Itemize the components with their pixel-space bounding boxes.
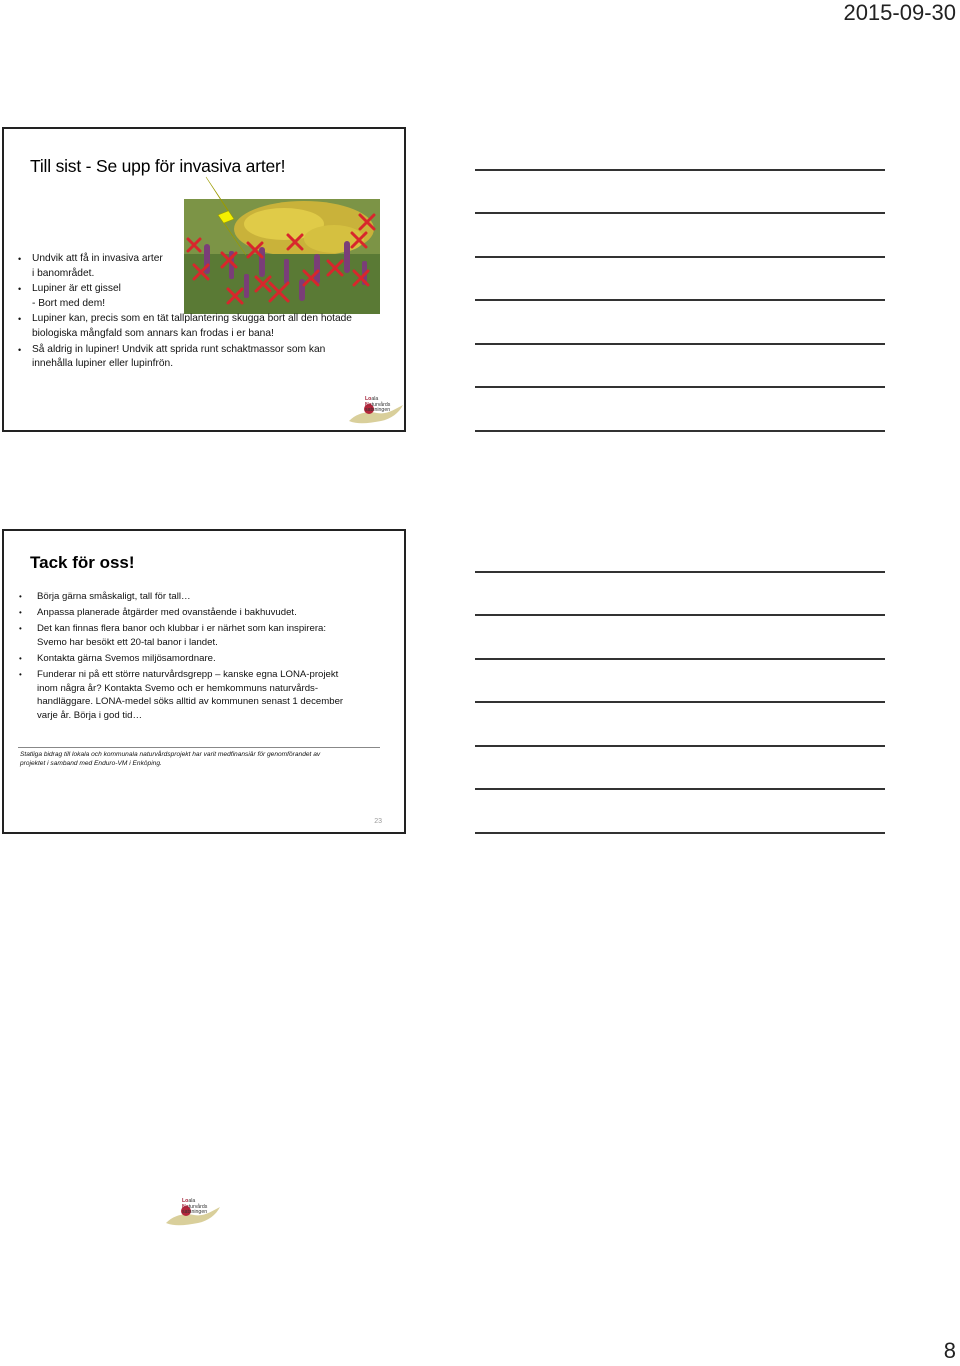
footnote — [20, 750, 380, 768]
bullet-line: • Kontakta gärna Svemos miljösamordnare. — [37, 652, 216, 664]
bullet-line: • Lupiner är ett gissel — [32, 283, 121, 295]
bullet-line: Svemo har besökt ett 20-tal banor i landet. — [37, 636, 218, 648]
notes-line — [475, 701, 885, 703]
notes-line — [475, 832, 885, 834]
logo-text: Na — [365, 401, 372, 408]
logo-wordmark — [365, 397, 390, 414]
lona-logo — [347, 395, 407, 429]
bullet-line: • Funderar ni på ett större naturvårdsgrepp – kanske egna LONA-projekt — [37, 668, 339, 680]
slide-bullet-list — [16, 252, 386, 373]
bullet-item — [16, 252, 386, 281]
notes-line — [475, 658, 885, 660]
bullet-line: varje år. Börja i god tid… — [37, 710, 143, 722]
logo-text: Lo — [365, 396, 372, 402]
page-number: 8 — [943, 1338, 956, 1363]
bullet-line: innehålla lupiner eller lupinfrön. — [32, 358, 174, 370]
slide-bullet-list — [16, 590, 376, 725]
bullet-line: handläggare. LONA-medel söks alltid av kommunen senast 1 december — [37, 696, 344, 708]
bullet-line: • Anpassa planerade åtgärder med ovanstående i bakhuvudet. — [37, 606, 297, 618]
notes-line — [475, 788, 885, 790]
bullet-item — [16, 622, 376, 650]
footnote-line: projektet i samband med Enduro-VM i Enköping. — [20, 760, 162, 767]
bullet-item — [16, 312, 386, 341]
notes-line — [475, 571, 885, 573]
page-date: 2015-09-30 — [843, 0, 956, 25]
slide-invasive-species — [2, 127, 406, 432]
bullet-line: • Det kan finnas flera banor och klubbar i er närhet som kan inspirera: — [37, 622, 327, 634]
bullet-item — [16, 343, 386, 372]
logo-wordmark — [182, 1199, 207, 1216]
logo-text: Lo — [182, 1198, 189, 1204]
bullet-item — [16, 606, 376, 620]
footnote-line: Statliga bidrag till lokala och kommunala naturvårdsprojekt har varit medfinansiär för genomförandet av — [20, 751, 321, 758]
logo-text: turvårds — [371, 401, 391, 408]
notes-line — [475, 430, 885, 432]
slide-title: Till sist - Se upp för invasiva arter! — [30, 156, 286, 176]
bullet-line: • Så aldrig in lupiner! Undvik att sprida runt schaktmassor som kan — [32, 343, 326, 355]
slide-thank-you — [2, 529, 406, 1216]
logo-text: Na — [182, 1203, 189, 1210]
notes-line — [475, 299, 885, 301]
notes-line — [475, 212, 885, 214]
bullet-line: • Undvik att få in invasiva arter — [32, 253, 163, 264]
bullet-item — [16, 652, 376, 666]
notes-line — [475, 169, 885, 171]
bullet-line: inom några år? Kontakta Svemo och er hemkommuns naturvårds- — [37, 682, 319, 694]
lona-logo — [164, 1197, 224, 1231]
bullet-line: - Bort med dem! — [32, 297, 106, 309]
logo-text: ala — [371, 396, 379, 402]
slide-title: Tack för oss! — [30, 553, 135, 572]
logo-text: satsningen — [365, 407, 391, 414]
notes-line — [475, 256, 885, 258]
bullet-item — [16, 668, 376, 723]
bullet-item — [16, 282, 386, 311]
bullet-line: • Börja gärna småskaligt, tall för tall… — [37, 591, 191, 602]
logo-text: ala — [188, 1198, 196, 1204]
bullet-line: i banområdet. — [32, 267, 95, 279]
notes-line — [475, 745, 885, 747]
logo-text: turvårds — [188, 1203, 208, 1210]
bullet-item — [16, 590, 376, 604]
notes-line — [475, 386, 885, 388]
logo-text: satsningen — [182, 1209, 208, 1216]
notes-line — [475, 614, 885, 616]
notes-line — [475, 343, 885, 345]
footnote-divider — [18, 747, 380, 748]
bullet-line: biologiska mångfald som annars kan frodas i er bana! — [32, 327, 274, 339]
bullet-line: • Lupiner kan, precis som en tät tallplantering skugga bort all den hotade — [32, 313, 352, 325]
slide-number: 23 — [374, 818, 382, 825]
